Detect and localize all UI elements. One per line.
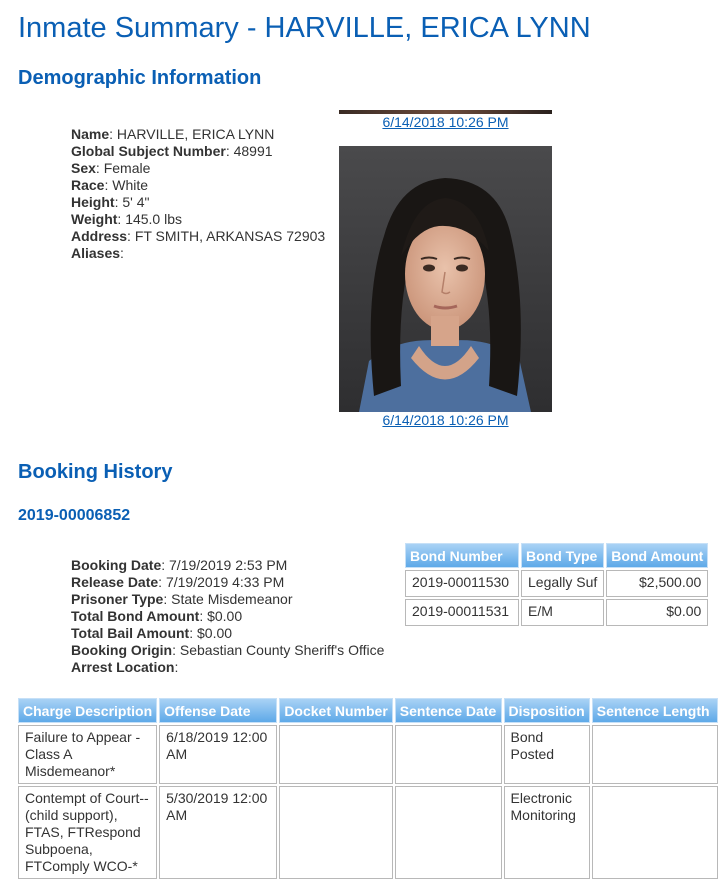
charge-row: [18, 725, 718, 784]
booking-number: 2019-00006852: [18, 507, 131, 524]
prisoner-type-row: Prisoner Type: State Misdemeanor: [71, 591, 293, 607]
race-value: White: [112, 177, 149, 193]
sentence-length-cell: [592, 725, 718, 784]
height-value: 5' 4": [122, 194, 150, 210]
address-row: Address: FT SMITH, ARKANSAS 72903: [71, 228, 326, 244]
charge-description-cell: Contempt of Court--(child support), FTAS, FTRespond Subpoena, FTComply WCO-*: [18, 786, 157, 879]
sentence-date-cell: [395, 725, 502, 784]
page-title: Inmate Summary - HARVILLE, ERICA LYNN: [18, 12, 591, 44]
charge-description-cell: Failure to Appear - Class A Misdemeanor*: [18, 725, 157, 784]
race-row: Race: White: [71, 177, 149, 193]
bond-amount-cell: $0.00: [606, 599, 708, 626]
booking-date-row: Booking Date: 7/19/2019 2:53 PM: [71, 557, 288, 573]
bond-row: [405, 570, 708, 597]
global-subject-number-row: Global Subject Number: 48991: [71, 143, 273, 159]
offense-date-cell: 5/30/2019 12:00 AM: [159, 786, 277, 879]
weight-value: 145.0 lbs: [125, 211, 183, 227]
total-bond-amount-value: $0.00: [207, 608, 243, 624]
aliases-row: Aliases:: [71, 245, 124, 261]
sex-value: Female: [103, 160, 151, 176]
name-row: Name: HARVILLE, ERICA LYNN: [71, 126, 275, 142]
mugshot-photo: [339, 146, 552, 412]
docket-number-cell: [279, 725, 392, 784]
docket-number-cell: [279, 786, 392, 879]
sentence-date-header: Sentence Date: [395, 698, 502, 723]
offense-date-cell: 6/18/2019 12:00 AM: [159, 725, 277, 784]
weight-row: Weight: 145.0 lbs: [71, 211, 183, 227]
booking-history-heading: Booking History: [18, 461, 173, 483]
charge-row: [18, 786, 718, 879]
sex-row: Sex: Female: [71, 160, 151, 176]
booking-date-value: 7/19/2019 2:53 PM: [169, 557, 288, 573]
disposition-cell: Bond Posted: [504, 725, 590, 784]
docket-number-header: Docket Number: [279, 698, 392, 723]
booking-details: [71, 557, 384, 676]
bond-type-cell: E/M: [521, 599, 604, 626]
global-subject-number-value: 48991: [233, 143, 273, 159]
demographic-details: [71, 126, 325, 262]
demographic-heading: Demographic Information: [18, 67, 262, 89]
sentence-length-header: Sentence Length: [592, 698, 718, 723]
photo-date-link-bottom[interactable]: 6/14/2018 10:26 PM: [382, 412, 509, 428]
charge-table: [16, 696, 720, 881]
bond-table-header: [405, 543, 708, 568]
bond-amount-cell: $2,500.00: [606, 570, 708, 597]
offense-date-header: Offense Date: [159, 698, 277, 723]
prisoner-type-value: State Misdemeanor: [171, 591, 293, 607]
bond-type-header: Bond Type: [521, 543, 604, 568]
height-row: Height: 5' 4": [71, 194, 150, 210]
bond-number-cell: 2019-00011530: [405, 570, 519, 597]
disposition-cell: Electronic Monitoring: [504, 786, 590, 879]
total-bond-amount-row: Total Bond Amount: $0.00: [71, 608, 243, 624]
booking-origin-value: Sebastian County Sheriff's Office: [179, 642, 385, 658]
total-bail-amount-row: Total Bail Amount: $0.00: [71, 625, 233, 641]
name-value: HARVILLE, ERICA LYNN: [116, 126, 275, 142]
charge-table-header: [18, 698, 718, 723]
bond-number-header: Bond Number: [405, 543, 519, 568]
charge-description-header: Charge Description: [18, 698, 157, 723]
booking-origin-row: Booking Origin: Sebastian County Sheriff's Office: [71, 642, 385, 658]
release-date-row: Release Date: 7/19/2019 4:33 PM: [71, 574, 285, 590]
arrest-location-row: Arrest Location:: [71, 659, 179, 675]
sentence-date-cell: [395, 786, 502, 879]
release-date-value: 7/19/2019 4:33 PM: [165, 574, 285, 590]
photo-date-link-top[interactable]: 6/14/2018 10:26 PM: [382, 114, 509, 130]
bond-row: [405, 599, 708, 626]
total-bail-amount-value: $0.00: [197, 625, 233, 641]
address-value: FT SMITH, ARKANSAS 72903: [134, 228, 326, 244]
bond-table: [403, 541, 710, 628]
sentence-length-cell: [592, 786, 718, 879]
disposition-header: Disposition: [504, 698, 590, 723]
bond-type-cell: Legally Suf: [521, 570, 604, 597]
bond-number-cell: 2019-00011531: [405, 599, 519, 626]
bond-amount-header: Bond Amount: [606, 543, 708, 568]
